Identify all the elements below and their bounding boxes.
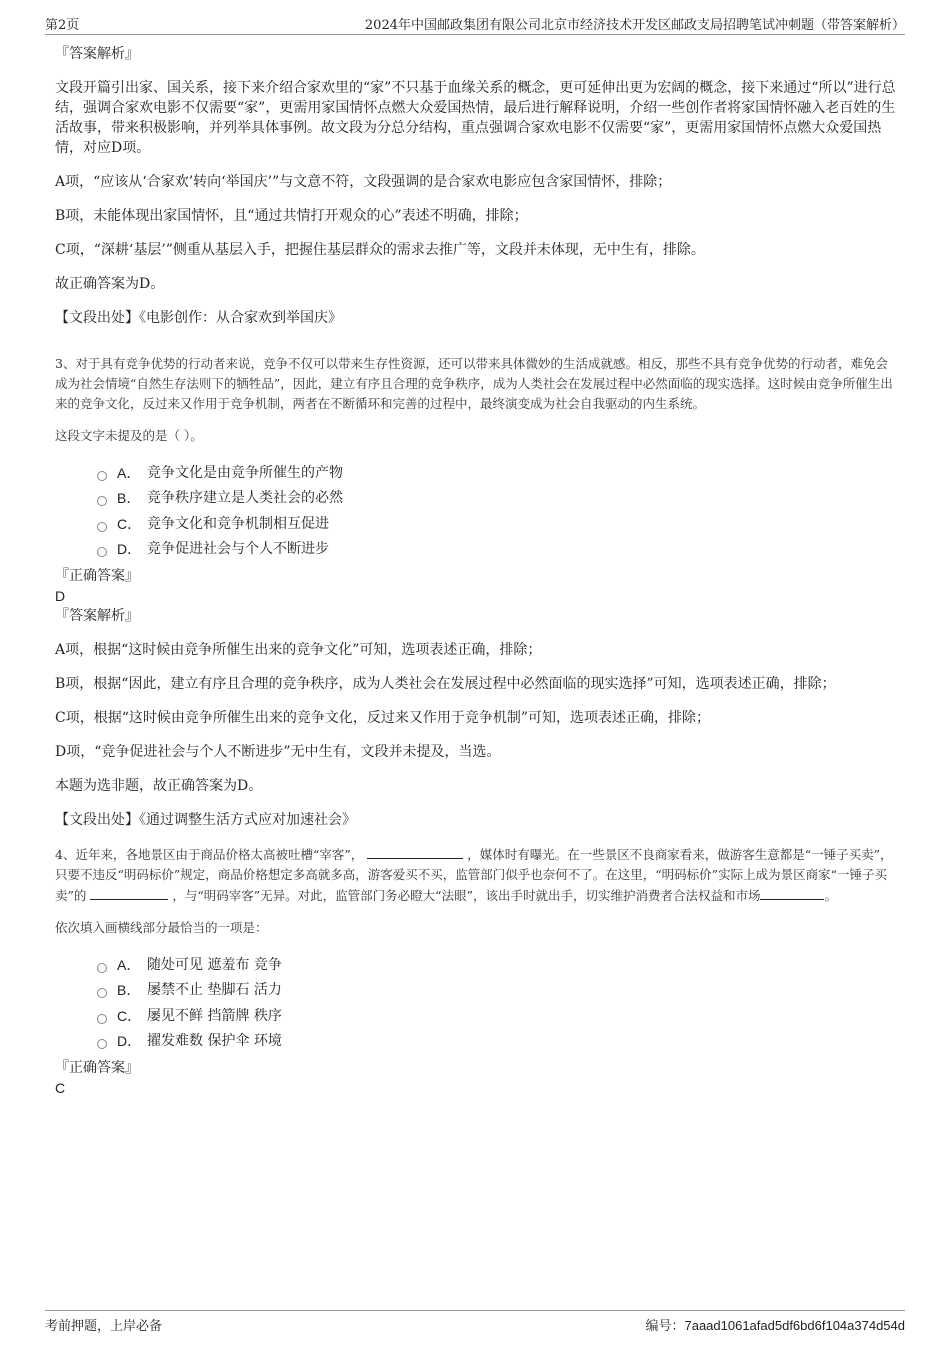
question-3-prompt: 这段文字未提及的是（ ）。 xyxy=(55,428,203,443)
document-body xyxy=(55,44,897,1098)
analysis-option-a: A项，根据“这时候由竞争所催生出来的竞争文化”可知，选项表述正确，排除； xyxy=(55,642,542,658)
radio-button-icon[interactable] xyxy=(97,1014,107,1024)
analysis-option-b: B项，根据“因此，建立有序且合理的竞争秩序，成为人类社会在发展过程中必然面临的现实选择”可知，选项表述正确，排除； xyxy=(55,676,836,692)
analysis-option-b: B项，未能体现出家国情怀，且“通过共情打开观众的心”表述不明确，排除； xyxy=(55,208,528,224)
correct-answer: C xyxy=(55,1080,66,1096)
document-title: 2024年中国邮政集团有限公司北京市经济技术开发区邮政支局招聘笔试冲刺题（带答案解析） xyxy=(364,18,905,33)
source-citation: 【文段出处】《通过调整生活方式应对加速社会》 xyxy=(55,812,356,828)
analysis-label: 『答案解析』 xyxy=(55,608,139,624)
analysis-option-a: A项，“应该从‘合家欢’转向‘举国庆’”与文意不符，文段强调的是合家欢电影应包含家国情怀，排除； xyxy=(55,174,672,190)
radio-button-icon[interactable] xyxy=(97,988,107,998)
analysis-option-c: C项，“深耕‘基层’”侧重从基层入手，把握住基层群众的需求去推广等，文段并未体现，无中生有，排除。 xyxy=(55,242,705,258)
radio-button-icon[interactable] xyxy=(97,963,107,973)
page-header xyxy=(45,12,905,35)
question-4-options xyxy=(55,952,897,1054)
page-footer xyxy=(45,1310,905,1333)
analysis-conclusion: 故正确答案为D。 xyxy=(55,276,165,292)
question-4-text: 4、近年来，各地景区由于商品价格太高被吐槽“宰客”， ，媒体时有曝光。在一些景区不良商家看来，做游客生意都是“一锤子买卖”，只要不违反“明码标价”规定，商品价格想定多高就多高，游客爱买不买，监管部门似乎也奈何不了。在这里，“明码标价”实际上成为景区商家“一锤子买卖”的 ，与“明码宰客”无异。对此，监管部门务必瞪大“法眼”，该出手时就出手，切实维护消费者合法权益和市场 。 xyxy=(55,844,897,906)
fill-blank-3 xyxy=(760,885,824,900)
radio-button-icon[interactable] xyxy=(97,522,107,532)
analysis-option-c: C项，根据“这时候由竞争所催生出来的竞争文化，反过来又作用于竞争机制”可知，选项表述正确，排除； xyxy=(55,710,711,726)
question-3-options xyxy=(55,460,897,562)
option-d[interactable]: D． 擢发难数 保护伞 环境 xyxy=(97,1029,897,1055)
option-a[interactable]: A． 随处可见 遮羞布 竞争 xyxy=(97,952,897,978)
question-3-text: 3、对于具有竞争优势的行动者来说，竞争不仅可以带来生存性资源，还可以带来具体微妙的生活成就感。相反，那些不具有竞争优势的行动者，难免会成为社会情境“自然生存法则下的牺牲品”，因此，建立有序且合理的竞争秩序，成为人类社会在发展过程中必然面临的现实选择。这时候由竞争所催生出来的竞争文化，反过来又作用于竞争机制，两者在不断循环和完善的过程中，最终演变成为社会自我驱动的内生系统。 xyxy=(55,356,893,411)
analysis-option-d: D项，“竞争促进社会与个人不断进步”无中生有，文段并未提及，当选。 xyxy=(55,744,501,760)
option-b[interactable]: B． 屡禁不止 垫脚石 活力 xyxy=(97,978,897,1004)
analysis-label: 『答案解析』 xyxy=(55,46,139,62)
document-id: 编号：7aaad1061afad5df6bd6f104a374d54d xyxy=(645,1318,905,1333)
analysis-paragraph: 文段开篇引出家、国关系，接下来介绍合家欢里的“家”不只基于血缘关系的概念，更可延伸出更为宏阔的概念，接下来通过“所以”进行总结，强调合家欢电影不仅需要“家”，更需用家国情怀点燃大众爱国热情，最后进行解释说明，介绍一些创作者将家国情怀融入老百姓的生活故事，带来积极影响，并列举具体事例。故文段为分总分结构，重点强调合家欢电影不仅需要“家”，更需用家国情怀点燃大众爱国热情，对应D项。 xyxy=(55,80,896,156)
radio-button-icon[interactable] xyxy=(97,1039,107,1049)
option-d[interactable]: D． 竞争促进社会与个人不断进步 xyxy=(97,537,897,563)
option-a[interactable]: A． 竞争文化是由竞争所催生的产物 xyxy=(97,460,897,486)
question-4-prompt: 依次填入画横线部分最恰当的一项是： xyxy=(55,920,268,935)
source-citation: 【文段出处】《电影创作：从合家欢到举国庆》 xyxy=(55,310,342,326)
correct-answer-label: 『正确答案』 xyxy=(55,568,139,584)
analysis-conclusion: 本题为选非题，故正确答案为D。 xyxy=(55,778,263,794)
page-number: 第2页 xyxy=(45,18,80,33)
correct-answer: D xyxy=(55,588,66,604)
correct-answer-label: 『正确答案』 xyxy=(55,1060,139,1076)
radio-button-icon[interactable] xyxy=(97,471,107,481)
radio-button-icon[interactable] xyxy=(97,547,107,557)
fill-blank-1 xyxy=(367,844,463,859)
option-b[interactable]: B． 竞争秩序建立是人类社会的必然 xyxy=(97,486,897,512)
radio-button-icon[interactable] xyxy=(97,496,107,506)
option-c[interactable]: C． 屡见不鲜 挡箭牌 秩序 xyxy=(97,1003,897,1029)
fill-blank-2 xyxy=(90,885,168,900)
option-c[interactable]: C． 竞争文化和竞争机制相互促进 xyxy=(97,511,897,537)
footer-slogan: 考前押题，上岸必备 xyxy=(45,1319,163,1334)
